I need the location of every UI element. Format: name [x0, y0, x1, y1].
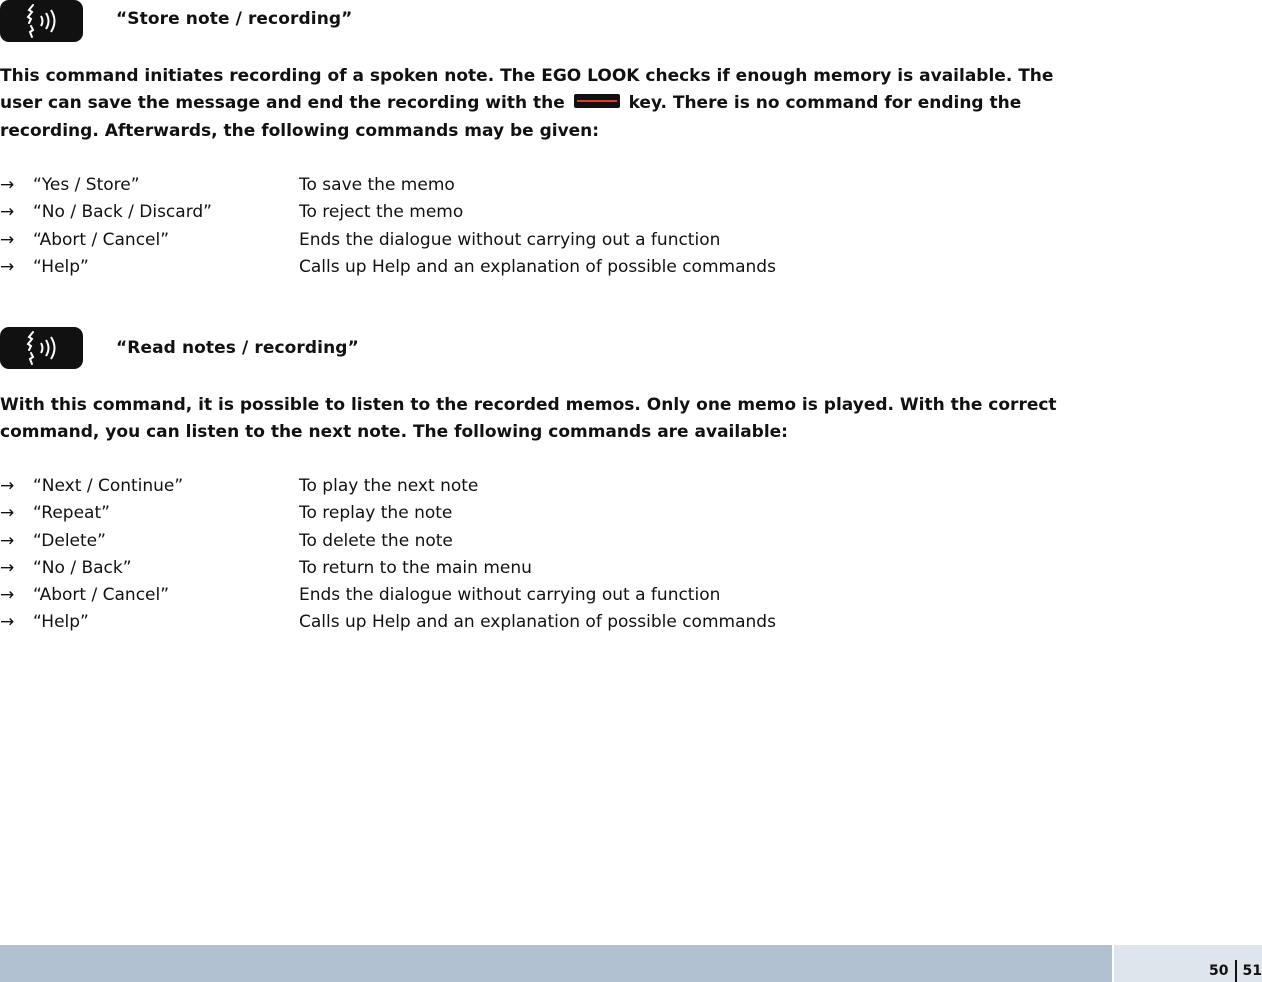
- command-description: Ends the dialogue without carrying out a function: [299, 229, 721, 250]
- command-label: “No / Back / Discard”: [33, 202, 212, 223]
- arrow-icon: →: [0, 503, 15, 524]
- arrow-icon: →: [0, 530, 15, 551]
- section-paragraph-read-notes: With this command, it is possible to listen to the recorded memos. Only one memo is played. With the correct command, you can listen to the next note. The following commands are available:: [0, 395, 1057, 443]
- list-item: [0, 227, 900, 254]
- section-paragraph-store-note: This command initiates recording of a spoken note. The EGO LOOK checks if enough memory is available. The user can save the message and end the recording with the key. There is no command for ending the recording. Afterwards, the following commands may be given:: [0, 66, 1054, 141]
- end-call-key-icon: [574, 94, 620, 108]
- command-list-read-notes: [0, 473, 900, 637]
- arrow-icon: →: [0, 202, 15, 223]
- command-description: To replay the note: [299, 503, 453, 524]
- page-divider: [1235, 960, 1237, 982]
- footer-bar: [0, 945, 1112, 982]
- page-number-left: 50: [1209, 963, 1229, 979]
- list-item: [0, 609, 900, 636]
- command-description: To save the memo: [299, 175, 455, 195]
- list-item: [0, 254, 900, 281]
- command-label: “Abort / Cancel”: [33, 585, 170, 606]
- command-list-store-note: [0, 172, 900, 281]
- command-description: Ends the dialogue without carrying out a function: [299, 585, 721, 606]
- command-description: To delete the note: [299, 530, 453, 551]
- arrow-icon: →: [0, 229, 15, 250]
- command-description: Calls up Help and an explanation of possible commands: [299, 256, 776, 277]
- arrow-icon: →: [0, 476, 15, 496]
- command-label: “Help”: [33, 256, 89, 277]
- section-title-store-note: “Store note / recording”: [116, 9, 353, 29]
- voice-command-button: [0, 327, 83, 369]
- command-label: “No / Back”: [33, 557, 132, 578]
- command-description: To reject the memo: [299, 202, 464, 223]
- command-description: To play the next note: [299, 476, 479, 496]
- list-item: [0, 528, 900, 555]
- arrow-icon: →: [0, 175, 15, 195]
- command-label: “Next / Continue”: [33, 476, 184, 496]
- arrow-icon: →: [0, 585, 15, 606]
- voice-command-icon: [24, 2, 64, 40]
- list-item: [0, 199, 900, 226]
- list-item: [0, 473, 900, 500]
- arrow-icon: →: [0, 256, 15, 277]
- command-label: “Delete”: [33, 530, 106, 551]
- section-title-read-notes: “Read notes / recording”: [116, 338, 359, 358]
- command-label: “Help”: [33, 612, 89, 633]
- voice-command-button: [0, 0, 83, 42]
- command-label: “Abort / Cancel”: [33, 229, 170, 250]
- list-item: [0, 172, 900, 199]
- voice-command-icon: [24, 329, 64, 367]
- command-label: “Repeat”: [33, 503, 110, 524]
- command-label: “Yes / Store”: [33, 175, 140, 195]
- page-number-right: 51: [1242, 963, 1262, 979]
- list-item: [0, 555, 900, 582]
- command-description: Calls up Help and an explanation of possible commands: [299, 612, 776, 633]
- arrow-icon: →: [0, 612, 15, 633]
- command-description: To return to the main menu: [299, 557, 532, 578]
- list-item: [0, 500, 900, 527]
- arrow-icon: →: [0, 557, 15, 578]
- list-item: [0, 582, 900, 609]
- page-numbers: [1209, 960, 1262, 982]
